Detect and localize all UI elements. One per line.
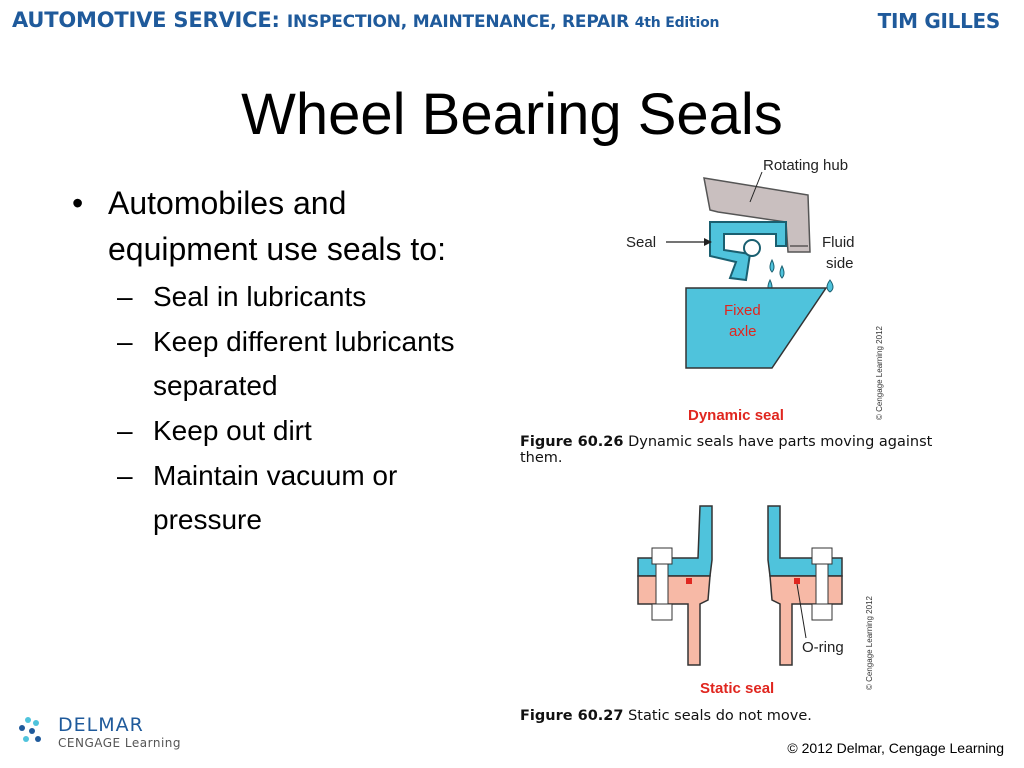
book-edition: 4th Edition: [634, 15, 720, 31]
left-bolt-nut: [652, 604, 672, 620]
static-copyright-vertical: © Cengage Learning 2012: [865, 596, 874, 690]
label-oring: O-ring: [802, 639, 844, 656]
static-seal-diagram: [620, 500, 890, 710]
dynamic-copyright-vertical: © Cengage Learning 2012: [875, 326, 884, 420]
fluid-drop-icon: [780, 266, 784, 278]
cengage-dots-icon: [14, 712, 54, 752]
static-seal-caption: [520, 708, 970, 724]
logo-cengage: CENGAGE Learning: [58, 736, 182, 750]
left-oring-icon: [686, 578, 692, 584]
right-flange-top: [768, 506, 842, 576]
slide-title: Wheel Bearing Seals: [241, 82, 783, 147]
sub-bullet-item: [72, 454, 492, 542]
right-oring-icon: [794, 578, 800, 584]
fluid-drop-icon: [770, 260, 774, 272]
left-flange-top: [638, 506, 712, 576]
sub-bullet-text: Keep out dirt: [153, 415, 312, 446]
dash-icon: –: [117, 415, 133, 446]
slide-header: [0, 0, 1024, 40]
label-fixed: Fixed: [724, 302, 761, 319]
bullet-list: [72, 180, 492, 542]
dash-icon: –: [117, 326, 133, 357]
main-bullet: [72, 180, 492, 272]
dynamic-seal-title: Dynamic seal: [688, 407, 784, 424]
caption-number: Figure 60.26: [520, 434, 624, 450]
sub-bullet-item: [72, 408, 492, 454]
left-bolt-head: [652, 548, 672, 564]
book-title-main: AUTOMOTIVE SERVICE:: [12, 8, 287, 32]
dynamic-seal-figure: [600, 150, 900, 430]
static-seal-figure: [620, 500, 890, 710]
book-title: [12, 8, 719, 32]
caption-text: Static seals do not move.: [623, 708, 812, 724]
label-axle: axle: [729, 323, 757, 340]
left-flange-bottom: [638, 576, 710, 665]
delmar-cengage-logo: [14, 712, 214, 756]
bullet-dot-icon: •: [72, 185, 84, 221]
author-name: TIM GILLES: [877, 9, 1000, 33]
dynamic-seal-diagram: [600, 150, 900, 430]
right-bolt-head: [812, 548, 832, 564]
sub-bullet-text: Seal in lubricants: [153, 281, 367, 312]
right-bolt-nut: [812, 604, 832, 620]
caption-number: Figure 60.27: [520, 708, 624, 724]
logo-delmar: DELMAR: [58, 714, 144, 736]
sub-bullet-text: Maintain vacuum or pressure: [153, 460, 398, 535]
static-seal-title: Static seal: [700, 680, 775, 697]
book-title-sub: INSPECTION, MAINTENANCE, REPAIR: [286, 12, 635, 32]
label-seal: Seal: [626, 234, 657, 251]
sub-bullet-item: [72, 274, 492, 320]
dynamic-seal-caption: [520, 434, 970, 466]
sub-bullet-text: Keep different lubricants separated: [153, 326, 455, 401]
dash-icon: –: [117, 281, 133, 312]
caption-text: Dynamic seals have parts moving against them.: [520, 434, 933, 466]
label-side: side: [826, 255, 854, 272]
footer-copyright: © 2012 Delmar, Cengage Learning: [787, 740, 1004, 756]
seal-spring-icon: [744, 240, 760, 256]
fluid-drop-icon: [827, 280, 833, 292]
dash-icon: –: [117, 460, 133, 491]
label-fluid: Fluid: [822, 234, 855, 251]
sub-bullet-list: [72, 274, 492, 542]
sub-bullet-item: [72, 320, 492, 408]
main-bullet-text: Automobiles and equipment use seals to:: [108, 185, 446, 267]
label-rotating-hub: Rotating hub: [763, 157, 849, 174]
